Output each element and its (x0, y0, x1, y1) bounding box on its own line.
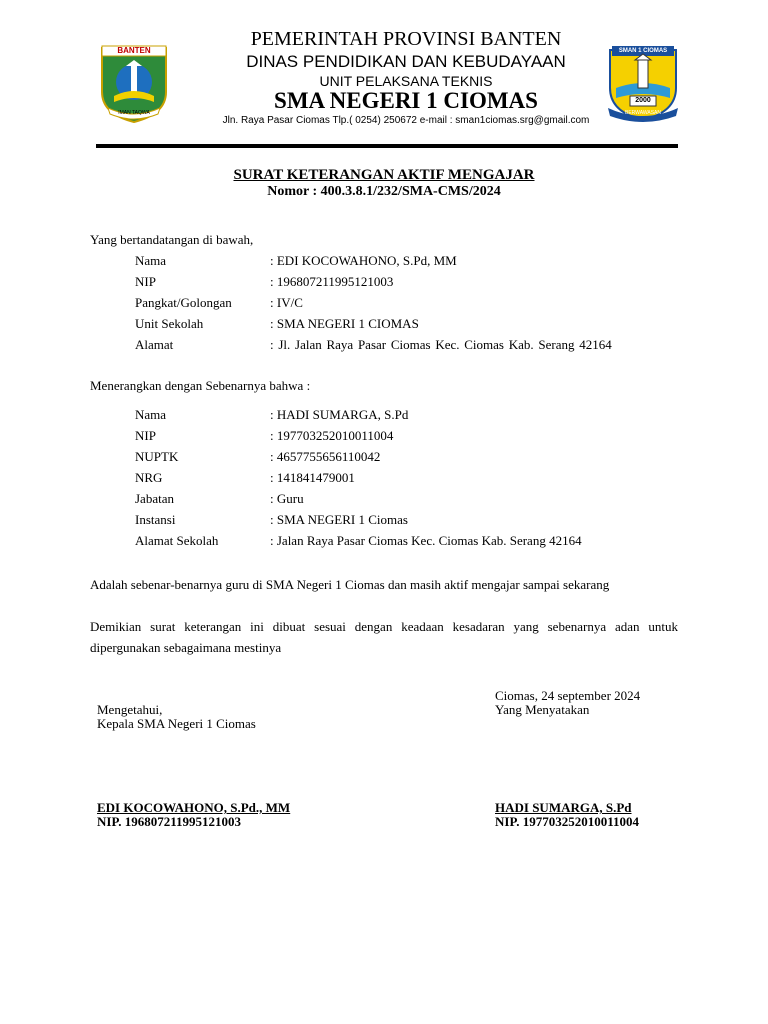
right-signer-role: Yang Menyatakan (495, 702, 590, 717)
teacher-value: : 141841479001 (270, 470, 355, 485)
statement-paragraph: Adalah sebenar-benarnya guru di SMA Negeri 1 Ciomas dan masih aktif mengajar sampai sekarang (90, 577, 610, 592)
letter-number: Nomor : 400.3.8.1/232/SMA-CMS/2024 (267, 184, 501, 199)
intro-text: Yang bertandatangan di bawah, (90, 232, 254, 247)
left-signer-name: EDI KOCOWAHONO, S.Pd., MM (97, 800, 291, 815)
teacher-value: : Guru (270, 491, 304, 506)
teacher-value: : SMA NEGERI 1 Ciomas (270, 512, 408, 527)
signer-value: : Jl. Jalan Raya Pasar Ciomas Kec. Ciomas Kab. Serang 42164 (270, 337, 612, 352)
school-logo-motto: BERWAWASAN (624, 110, 662, 116)
signer-label: Nama (135, 253, 167, 268)
signer-label: Pangkat/Golongan (135, 295, 232, 310)
signer-value: : SMA NEGERI 1 CIOMAS (270, 316, 419, 331)
signer-label: NIP (135, 274, 156, 289)
teacher-label: NIP (135, 428, 156, 443)
teacher-label: Jabatan (135, 491, 174, 506)
closing-paragraph: Demikian surat keterangan ini dibuat sesuai dengan keadaan kesadaran yang sebenarnya adan untuk dipergunakan sebagaimana mestinya (90, 619, 678, 655)
school-logo (602, 42, 684, 122)
teacher-label: Alamat Sekolah (135, 533, 219, 548)
school-logo-label: SMAN 1 CIOMAS (618, 48, 668, 54)
banten-logo-label: BANTEN (117, 46, 151, 55)
header-line-2: DINAS PENDIDIKAN DAN KEBUDAYAAN (246, 52, 566, 71)
teacher-label: Instansi (135, 512, 176, 527)
letter-title: SURAT KETERANGAN AKTIF MENGAJAR (233, 167, 535, 183)
right-signer-name: HADI SUMARGA, S.Pd (495, 800, 632, 815)
school-logo-year: 2000 (635, 97, 651, 104)
signer-label: Alamat (135, 337, 174, 352)
header-line-1: PEMERINTAH PROVINSI BANTEN (250, 28, 562, 50)
teacher-label: Nama (135, 407, 167, 422)
banten-logo (96, 42, 172, 124)
teacher-label: NUPTK (135, 449, 179, 464)
teacher-value: : 4657755656110042 (270, 449, 381, 464)
teacher-value: : 197703252010011004 (270, 428, 394, 443)
banten-logo-motto: IMAN TAQWA (118, 110, 150, 116)
teacher-label: NRG (135, 470, 163, 485)
declaration-text: Menerangkan dengan Sebenarnya bahwa : (90, 378, 311, 393)
header-divider (96, 144, 678, 148)
school-name: SMA NEGERI 1 CIOMAS (274, 88, 538, 113)
left-signer-title: Kepala SMA Negeri 1 Ciomas (97, 716, 256, 731)
signer-label: Unit Sekolah (135, 316, 204, 331)
signer-value: : EDI KOCOWAHONO, S.Pd, MM (270, 253, 457, 268)
right-signer-nip: NIP. 197703252010011004 (495, 814, 639, 829)
school-address: Jln. Raya Pasar Ciomas Tlp.( 0254) 250672 e-mail : sman1ciomas.srg@gmail.com (222, 115, 590, 126)
signer-value: : 196807211995121003 (270, 274, 394, 289)
place-date: Ciomas, 24 september 2024 (495, 688, 641, 703)
teacher-value: : HADI SUMARGA, S.Pd (270, 407, 409, 422)
left-signer-role: Mengetahui, (97, 702, 163, 717)
left-signer-nip: NIP. 196807211995121003 (97, 814, 241, 829)
teacher-value: : Jalan Raya Pasar Ciomas Kec. Ciomas Kab. Serang 42164 (270, 533, 582, 548)
header-line-3: UNIT PELAKSANA TEKNIS (319, 73, 493, 89)
signer-value: : IV/C (270, 295, 303, 310)
